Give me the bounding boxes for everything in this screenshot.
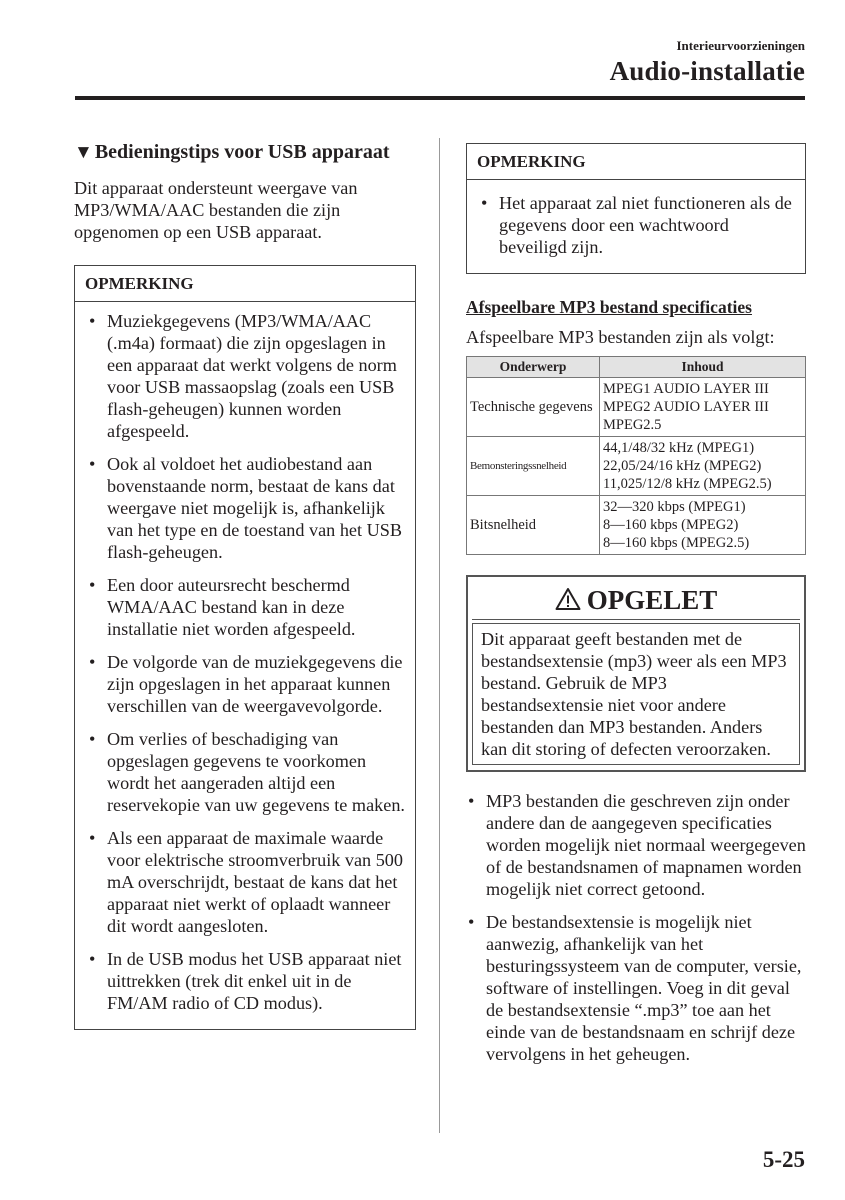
table-header-cell: Onderwerp — [467, 357, 600, 378]
table-cell-label: Technische gegevens — [467, 378, 600, 437]
spec-title: Afspeelbare MP3 bestand specificaties — [466, 297, 752, 317]
note-list — [479, 192, 799, 258]
list-item: • Ook al voldoet het audiobestand aan bovenstaande norm, bestaat de kans dat weergave niet mogelijk is, afhankelijk van het type en de toestand van het USB flash-geheugen. — [87, 453, 409, 563]
table-cell-label: Bitsnelheid — [467, 496, 600, 555]
table-cell-value: MPEG1 AUDIO LAYER III MPEG2 AUDIO LAYER III MPEG2.5 — [600, 378, 806, 437]
list-item: • De volgorde van de muziekgegevens die zijn opgeslagen in het apparaat kunnen verschillen van de weergavevolgorde. — [87, 651, 409, 717]
list-item: • Een door auteursrecht beschermd WMA/AAC bestand kan in deze installatie niet worden afgespeeld. — [87, 574, 409, 640]
mp3-notes-list — [466, 790, 806, 1065]
header-section: Interieurvoorzieningen — [676, 38, 805, 53]
spec-intro: Afspeelbare MP3 bestanden zijn als volgt: — [466, 327, 775, 347]
list-item: • In de USB modus het USB apparaat niet uittrekken (trek dit enkel uit in de FM/AM radio of CD modus). — [87, 948, 409, 1014]
triangle-down-icon: ▼ — [74, 142, 93, 163]
left-column — [74, 140, 416, 1030]
list-item: • Muziekgegevens (MP3/WMA/AAC (.m4a) formaat) die zijn opgeslagen in een apparaat dat werkt volgens de norm voor USB massaopslag (zoals een USB flash-geheugen) kunnen worden afgespeeld. — [87, 310, 409, 442]
note-heading: OPMERKING — [75, 266, 415, 302]
table-cell-label: Bemonsteringssnelheid — [467, 437, 600, 496]
list-item: • MP3 bestanden die geschreven zijn onder andere dan de aangegeven specificaties worden mogelijk niet normaal weergegeven of de bestandsnamen of mapnamen worden mogelijk niet correct getoond. — [466, 790, 806, 900]
page-title: Audio-installatie — [609, 56, 805, 86]
intro-paragraph: Dit apparaat ondersteunt weergave van MP3/WMA/AAC bestanden die zijn opgenomen op een USB apparaat. — [74, 178, 358, 242]
warning-triangle-icon — [555, 587, 581, 611]
note-heading: OPMERKING — [467, 144, 805, 180]
header-rule — [75, 96, 805, 100]
table-row — [467, 437, 806, 496]
table-cell-value: 44,1/48/32 kHz (MPEG1) 22,05/24/16 kHz (MPEG2) 11,025/12/8 kHz (MPEG2.5) — [600, 437, 806, 496]
list-item: • De bestandsextensie is mogelijk niet aanwezig, afhankelijk van het besturingssysteem van de computer, versie, software of instellingen. Voeg in dit geval de bestandsextensie “.mp3” toe aan het einde van de bestandsnaam en schrijf deze vervolgens in het geheugen. — [466, 911, 806, 1065]
note-box-password — [466, 143, 806, 274]
table-row — [467, 378, 806, 437]
column-divider — [439, 138, 440, 1133]
table-header-cell: Inhoud — [600, 357, 806, 378]
table-row — [467, 496, 806, 555]
section-title: ▼ Bedieningstips voor USB apparaat — [74, 141, 390, 163]
spec-table — [466, 356, 806, 555]
list-item: • Om verlies of beschadiging van opgeslagen gegevens te voorkomen wordt het aangeraden altijd een reservekopie van uw gegevens te maken. — [87, 728, 409, 816]
warning-text: Dit apparaat geeft bestanden met de bestandsextensie (mp3) weer als een MP3 bestand. Gebruik de MP3 bestandsextensie niet voor andere bestanden dan MP3 bestanden. Anders kan dit storing of defecten veroorzaken. — [472, 623, 800, 765]
warning-title: OPGELET — [472, 581, 800, 620]
table-header-row — [467, 357, 806, 378]
table-cell-value: 32—320 kbps (MPEG1) 8—160 kbps (MPEG2) 8—160 kbps (MPEG2.5) — [600, 496, 806, 555]
note-list — [87, 310, 409, 1014]
list-item: • Als een apparaat de maximale waarde voor elektrische stroomverbruik van 500 mA overschrijdt, bestaat de kans dat het apparaat niet werkt of oplaadt wanneer dit wordt aangesloten. — [87, 827, 409, 937]
page-number: 5-25 — [762, 1147, 805, 1172]
warning-box — [466, 575, 806, 772]
list-item: • Het apparaat zal niet functioneren als de gegevens door een wachtwoord beveiligd zijn. — [479, 192, 799, 258]
right-column — [466, 140, 806, 1076]
note-box-usb — [74, 265, 416, 1030]
